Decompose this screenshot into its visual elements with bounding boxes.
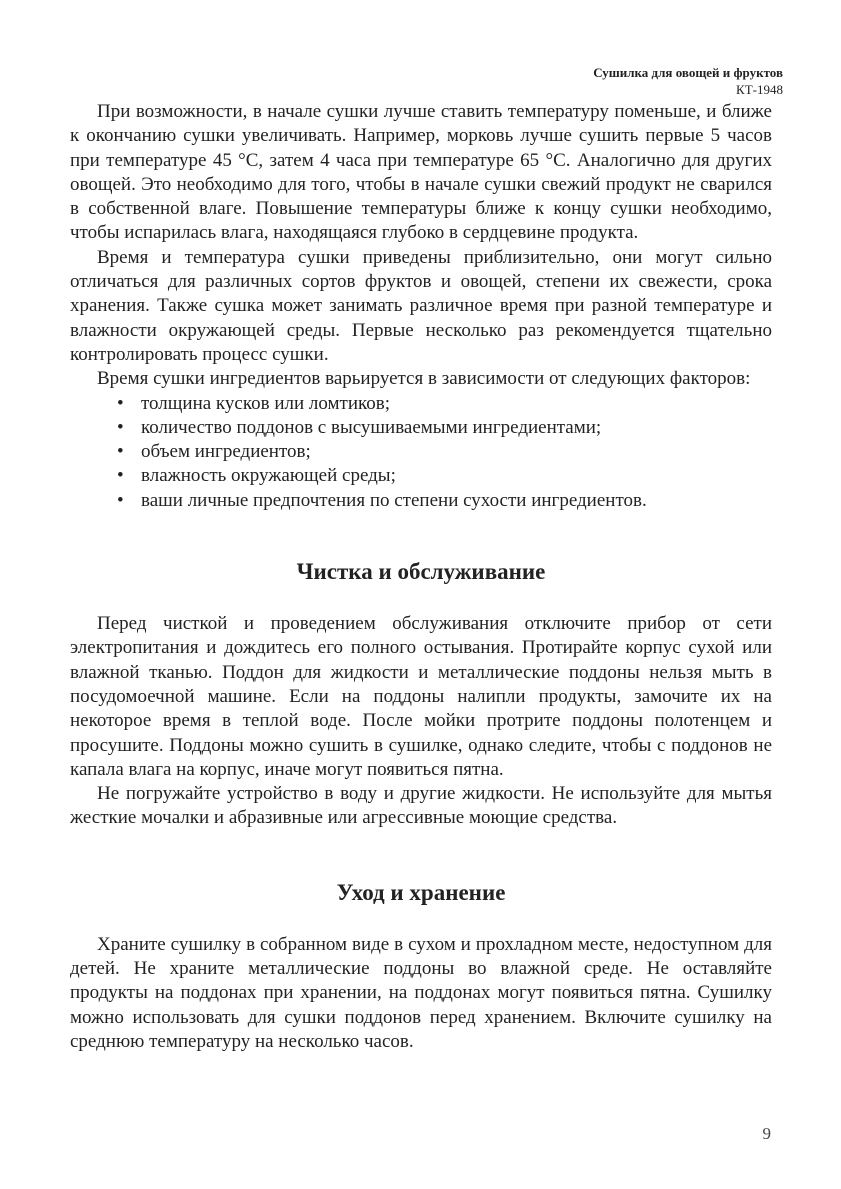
section-heading-cleaning: Чистка и обслуживание bbox=[296, 559, 546, 585]
body-paragraph: Перед чисткой и проведением обслуживания отключите прибор от сети электропитания и дождитесь его полного остывания. Протирайте корпус сухой или влажной тканью. Поддон для жидкости и металлические поддоны нельзя мыть в посудомоечной машине. Если на поддоны налипли продукты, замочите их на некоторое время в теплой воде. После мойки протрите поддоны полотенцем и просушите. Поддоны можно сушить в сушилке, однако следите, чтобы с поддонов не капала влага на корпус, иначе могут появиться пятна. bbox=[70, 613, 772, 780]
bullet: • bbox=[117, 392, 124, 414]
list-item-text: количество поддонов с высушиваемыми ингредиентами; bbox=[141, 416, 602, 438]
list-item-text: влажность окружающей среды; bbox=[141, 465, 396, 487]
bullet: • bbox=[117, 441, 124, 463]
list-item bbox=[117, 392, 772, 416]
body-paragraph: Время сушки ингредиентов варьируется в зависимости от следующих факторов: bbox=[97, 368, 751, 390]
bullet: • bbox=[117, 416, 124, 438]
bullet: • bbox=[117, 465, 124, 487]
page-content bbox=[70, 100, 772, 1054]
list-item-text: объем ингредиентов; bbox=[141, 441, 311, 463]
factors-list bbox=[70, 392, 772, 513]
list-item bbox=[117, 416, 772, 440]
page-number: 9 bbox=[762, 1124, 771, 1143]
section-heading-care: Уход и хранение bbox=[336, 879, 506, 905]
list-item-text: ваши личные предпочтения по степени сухости ингредиентов. bbox=[141, 489, 647, 511]
body-paragraph: Время и температура сушки приведены приблизительно, они могут сильно отличаться для различных сортов фруктов и овощей, степени их свежести, срока хранения. Также сушка может занимать различное время при разной температуре и влажности окружающей среды. Первые несколько раз рекомендуется тщательно контролировать процесс сушки. bbox=[70, 246, 772, 365]
care-section bbox=[70, 878, 772, 1054]
list-item bbox=[117, 440, 772, 464]
body-paragraph: Храните сушилку в собранном виде в сухом и прохладном месте, недоступном для детей. Не храните металлические поддоны во влажной среде. Не оставляйте продукты на поддонах при хранении, на поддонах могут появиться пятна. Сушилку можно использовать для сушки поддонов перед хранением. Включите сушилку на среднюю температуру на несколько часов. bbox=[70, 933, 772, 1052]
product-title: Сушилка для овощей и фруктов bbox=[593, 65, 783, 80]
list-item bbox=[117, 464, 772, 488]
body-paragraph: При возможности, в начале сушки лучше ставить температуру поменьше, и ближе к окончанию сушки увеличивать. Например, морковь лучше сушить первые 5 часов при температуре 45 °C, затем 4 часа при температуре 65 °C. Аналогично для других овощей. Это необходимо для того, чтобы в начале сушки свежий продукт не сварился в собственной влаге. Повышение температуры ближе к концу сушки необходимо, чтобы испарилась влага, находящаяся глубоко в сердцевине продукта. bbox=[70, 101, 772, 244]
bullet: • bbox=[117, 489, 124, 511]
drying-tips-section bbox=[70, 100, 772, 513]
page-header bbox=[593, 64, 783, 98]
list-item-text: толщина кусков или ломтиков; bbox=[141, 392, 391, 414]
list-item bbox=[117, 489, 772, 513]
model-number: КТ-1948 bbox=[736, 82, 783, 97]
cleaning-section bbox=[70, 557, 772, 831]
body-paragraph: Не погружайте устройство в воду и другие жидкости. Не используйте для мытья жесткие мочалки и абразивные или агрессивные моющие средства. bbox=[70, 783, 772, 829]
